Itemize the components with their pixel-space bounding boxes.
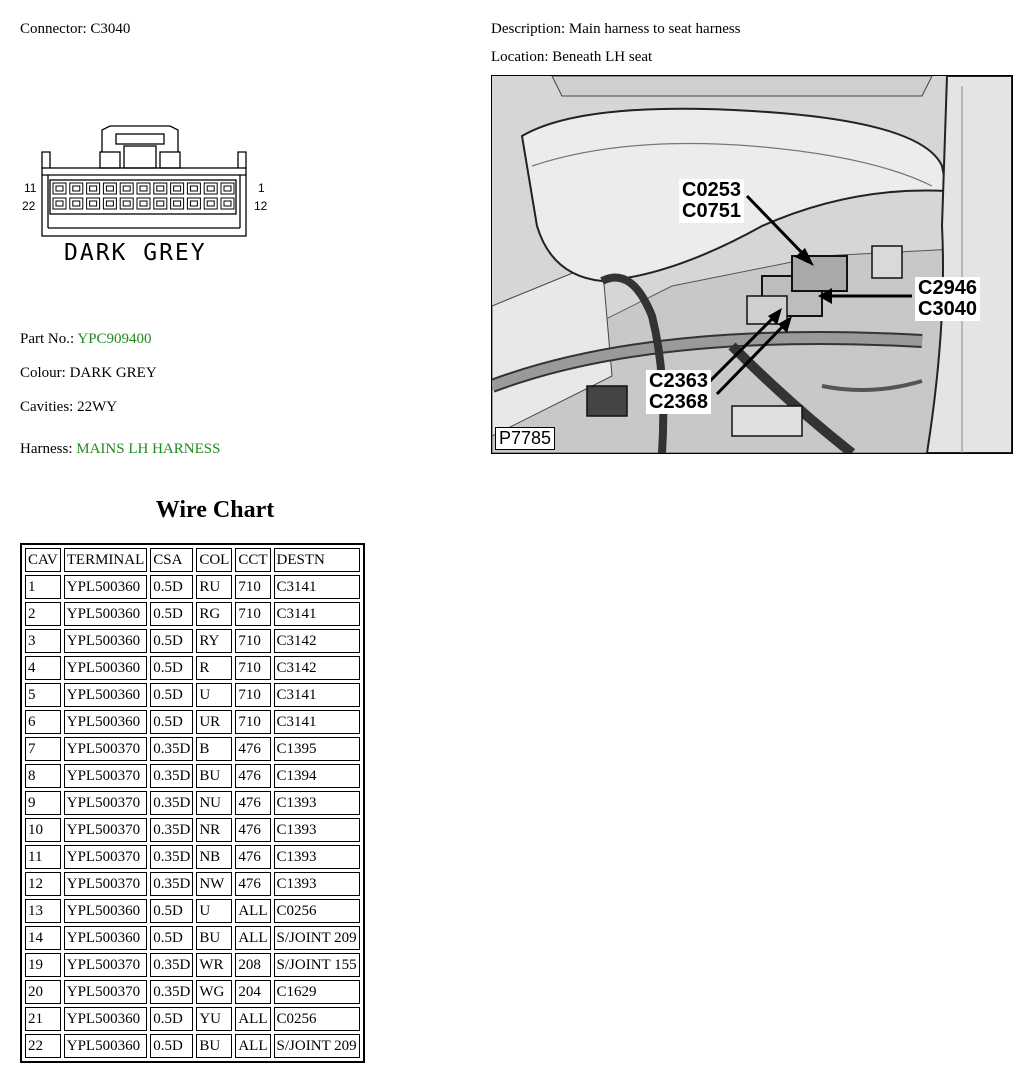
harness-field (20, 441, 220, 458)
cavity-slot (171, 183, 184, 194)
cell-destn: C1393 (274, 845, 360, 869)
cell-csa: 0.5D (150, 683, 193, 707)
cell-cav: 2 (25, 602, 61, 626)
cavity-slot (187, 183, 200, 194)
cell-cav: 10 (25, 818, 61, 842)
cell-cct: 710 (235, 683, 270, 707)
cell-cav: 21 (25, 1007, 61, 1031)
cell-col: RY (196, 629, 232, 653)
cell-col: B (196, 737, 232, 761)
cell-cav: 3 (25, 629, 61, 653)
cell-col: NW (196, 872, 232, 896)
wire-chart-title: Wire Chart (155, 497, 275, 523)
cell-terminal: YPL500370 (64, 737, 148, 761)
cell-csa: 0.5D (150, 899, 193, 923)
cell-destn: C1629 (274, 980, 360, 1004)
cell-csa: 0.35D (150, 818, 193, 842)
column-header-col: COL (196, 548, 232, 572)
cell-destn: C3142 (274, 629, 360, 653)
cell-destn: C3141 (274, 602, 360, 626)
cell-cct: 208 (235, 953, 270, 977)
cell-col: U (196, 899, 232, 923)
cell-terminal: YPL500370 (64, 872, 148, 896)
location-label: Location: Beneath LH seat (491, 49, 653, 65)
cavity-pin (56, 186, 63, 191)
cavity-slot (204, 198, 217, 209)
table-row (25, 710, 360, 734)
cell-col: U (196, 683, 232, 707)
cell-destn: C1393 (274, 791, 360, 815)
part-number-label: Part No.: (20, 331, 75, 347)
harness-label: Harness: (20, 441, 73, 457)
cell-cct: 476 (235, 737, 270, 761)
callout-c2363: C2363 (649, 370, 708, 392)
column-header-cct: CCT (235, 548, 270, 572)
cell-cct: 476 (235, 872, 270, 896)
cavity-pin (73, 186, 80, 191)
photo-illustration (492, 76, 1012, 453)
cell-terminal: YPL500360 (64, 1034, 148, 1058)
cell-destn: S/JOINT 209 (274, 926, 360, 950)
cell-cct: 710 (235, 602, 270, 626)
cavity-pin (106, 201, 113, 206)
cavity-slot (87, 198, 100, 209)
cell-col: BU (196, 1034, 232, 1058)
pin-label-22: 22 (22, 199, 36, 213)
cavity-slot (137, 183, 150, 194)
cavity-slot (154, 183, 167, 194)
cell-cct: ALL (235, 899, 270, 923)
cavity-pin (207, 186, 214, 191)
column-header-csa: CSA (150, 548, 193, 572)
callout-bottom (646, 370, 711, 414)
cell-cct: 476 (235, 791, 270, 815)
part-number-value[interactable]: YPC909400 (77, 331, 152, 347)
cell-terminal: YPL500370 (64, 980, 148, 1004)
cell-terminal: YPL500360 (64, 899, 148, 923)
cavity-slot (103, 198, 116, 209)
cell-destn: C1394 (274, 764, 360, 788)
cavity-pin (174, 186, 181, 191)
table-row (25, 1007, 360, 1031)
pin-label-12: 12 (254, 199, 268, 213)
connector-color-text: DARK GREY (64, 240, 207, 266)
cavity-slot (120, 198, 133, 209)
cavity-pin (157, 201, 164, 206)
cell-col: NR (196, 818, 232, 842)
wire-chart-header-row (25, 548, 360, 572)
cavity-pin (224, 201, 231, 206)
cell-csa: 0.5D (150, 602, 193, 626)
cavity-pin (90, 186, 97, 191)
cell-cav: 11 (25, 845, 61, 869)
cavity-pin (73, 201, 80, 206)
cell-col: WG (196, 980, 232, 1004)
cavity-pin (190, 201, 197, 206)
table-row (25, 683, 360, 707)
table-row (25, 791, 360, 815)
cell-cct: 476 (235, 845, 270, 869)
cavity-pin (207, 201, 214, 206)
callout-c2368: C2368 (649, 391, 708, 413)
cell-cav: 22 (25, 1034, 61, 1058)
cell-csa: 0.5D (150, 1007, 193, 1031)
cavity-slot (53, 183, 66, 194)
cell-destn: S/JOINT 209 (274, 1034, 360, 1058)
cavity-slot (53, 198, 66, 209)
cell-destn: C0256 (274, 1007, 360, 1031)
cell-cav: 6 (25, 710, 61, 734)
cavity-slot (204, 183, 217, 194)
column-header-terminal: TERMINAL (64, 548, 148, 572)
cell-cct: 710 (235, 710, 270, 734)
cell-csa: 0.35D (150, 872, 193, 896)
cell-destn: C3141 (274, 575, 360, 599)
cell-destn: C1393 (274, 818, 360, 842)
cavity-slot (154, 198, 167, 209)
cell-terminal: YPL500370 (64, 791, 148, 815)
callout-right (915, 277, 980, 321)
cavity-pin (140, 186, 147, 191)
pin-label-11: 11 (24, 181, 37, 195)
cell-cav: 1 (25, 575, 61, 599)
cell-csa: 0.35D (150, 737, 193, 761)
cavity-slot (171, 198, 184, 209)
table-row (25, 629, 360, 653)
cell-col: R (196, 656, 232, 680)
cell-csa: 0.35D (150, 953, 193, 977)
cell-cav: 13 (25, 899, 61, 923)
cell-destn: C0256 (274, 899, 360, 923)
cavity-pin (140, 201, 147, 206)
cavity-slot (103, 183, 116, 194)
cell-terminal: YPL500360 (64, 710, 148, 734)
photo-id-label: P7785 (495, 427, 555, 450)
cell-csa: 0.35D (150, 980, 193, 1004)
cell-cct: 710 (235, 656, 270, 680)
cell-csa: 0.5D (150, 629, 193, 653)
pin-label-1: 1 (258, 181, 265, 195)
cell-col: WR (196, 953, 232, 977)
cell-col: NU (196, 791, 232, 815)
cell-cct: ALL (235, 1034, 270, 1058)
table-row (25, 872, 360, 896)
table-row (25, 764, 360, 788)
cell-cct: 710 (235, 629, 270, 653)
cell-terminal: YPL500360 (64, 1007, 148, 1031)
cell-cav: 9 (25, 791, 61, 815)
cell-csa: 0.35D (150, 791, 193, 815)
cell-cav: 12 (25, 872, 61, 896)
cell-col: UR (196, 710, 232, 734)
location-photo (491, 75, 1013, 454)
table-row (25, 656, 360, 680)
table-row (25, 602, 360, 626)
cavity-pin (224, 186, 231, 191)
cavities-field: Cavities: 22WY (20, 399, 118, 415)
cell-cav: 14 (25, 926, 61, 950)
cavity-slot (221, 198, 234, 209)
table-row (25, 818, 360, 842)
cell-csa: 0.5D (150, 710, 193, 734)
callout-top (679, 179, 744, 223)
cavity-pin (174, 201, 181, 206)
column-header-destn: DESTN (274, 548, 360, 572)
table-row (25, 737, 360, 761)
cell-cav: 8 (25, 764, 61, 788)
part-number-field (20, 331, 152, 348)
cell-cav: 20 (25, 980, 61, 1004)
connector-label: Connector: C3040 (20, 21, 131, 37)
cell-destn: C3141 (274, 683, 360, 707)
cavity-slot (70, 198, 83, 209)
cavity-pin (56, 201, 63, 206)
description-label: Description: Main harness to seat harness (491, 21, 741, 37)
table-row (25, 980, 360, 1004)
callout-c0253: C0253 (682, 179, 741, 201)
cell-cct: 710 (235, 575, 270, 599)
cavity-pin (190, 186, 197, 191)
table-row (25, 845, 360, 869)
cell-col: NB (196, 845, 232, 869)
cell-cct: ALL (235, 1007, 270, 1031)
cell-col: BU (196, 926, 232, 950)
cell-csa: 0.5D (150, 656, 193, 680)
cell-cct: 476 (235, 764, 270, 788)
harness-value[interactable]: MAINS LH HARNESS (76, 441, 221, 457)
cavity-slot (221, 183, 234, 194)
cavity-pin (123, 186, 130, 191)
cavity-slot (137, 198, 150, 209)
cell-csa: 0.35D (150, 845, 193, 869)
cell-destn: C1395 (274, 737, 360, 761)
cavity-pin (90, 201, 97, 206)
colour-field: Colour: DARK GREY (20, 365, 157, 381)
cavity-slot (70, 183, 83, 194)
cell-csa: 0.5D (150, 1034, 193, 1058)
callout-c2946: C2946 (918, 277, 977, 299)
cell-terminal: YPL500360 (64, 602, 148, 626)
cell-destn: S/JOINT 155 (274, 953, 360, 977)
cavity-pin (106, 186, 113, 191)
cavity-pin (123, 201, 130, 206)
cell-cct: 476 (235, 818, 270, 842)
table-row (25, 953, 360, 977)
cell-col: YU (196, 1007, 232, 1031)
cell-destn: C3141 (274, 710, 360, 734)
cell-destn: C3142 (274, 656, 360, 680)
cell-col: BU (196, 764, 232, 788)
cell-cct: 204 (235, 980, 270, 1004)
cell-csa: 0.5D (150, 926, 193, 950)
connector-face-drawing (20, 120, 280, 245)
table-row (25, 1034, 360, 1058)
cell-cct: ALL (235, 926, 270, 950)
cell-csa: 0.35D (150, 764, 193, 788)
cell-csa: 0.5D (150, 575, 193, 599)
cell-terminal: YPL500360 (64, 656, 148, 680)
cell-terminal: YPL500360 (64, 629, 148, 653)
table-row (25, 575, 360, 599)
table-row (25, 926, 360, 950)
callout-c0751: C0751 (682, 200, 741, 222)
cell-col: RG (196, 602, 232, 626)
cavity-slot (120, 183, 133, 194)
table-row (25, 899, 360, 923)
cavity-pin (157, 186, 164, 191)
cell-cav: 19 (25, 953, 61, 977)
cell-col: RU (196, 575, 232, 599)
cell-terminal: YPL500360 (64, 683, 148, 707)
cell-terminal: YPL500370 (64, 953, 148, 977)
callout-c3040: C3040 (918, 298, 977, 320)
cell-terminal: YPL500370 (64, 818, 148, 842)
cavity-slot (87, 183, 100, 194)
column-header-cav: CAV (25, 548, 61, 572)
cell-terminal: YPL500370 (64, 845, 148, 869)
cell-terminal: YPL500360 (64, 575, 148, 599)
cell-terminal: YPL500360 (64, 926, 148, 950)
cell-terminal: YPL500370 (64, 764, 148, 788)
wire-chart-table (20, 543, 365, 1063)
cavity-slot (187, 198, 200, 209)
cell-cav: 5 (25, 683, 61, 707)
cell-cav: 7 (25, 737, 61, 761)
cell-cav: 4 (25, 656, 61, 680)
cell-destn: C1393 (274, 872, 360, 896)
